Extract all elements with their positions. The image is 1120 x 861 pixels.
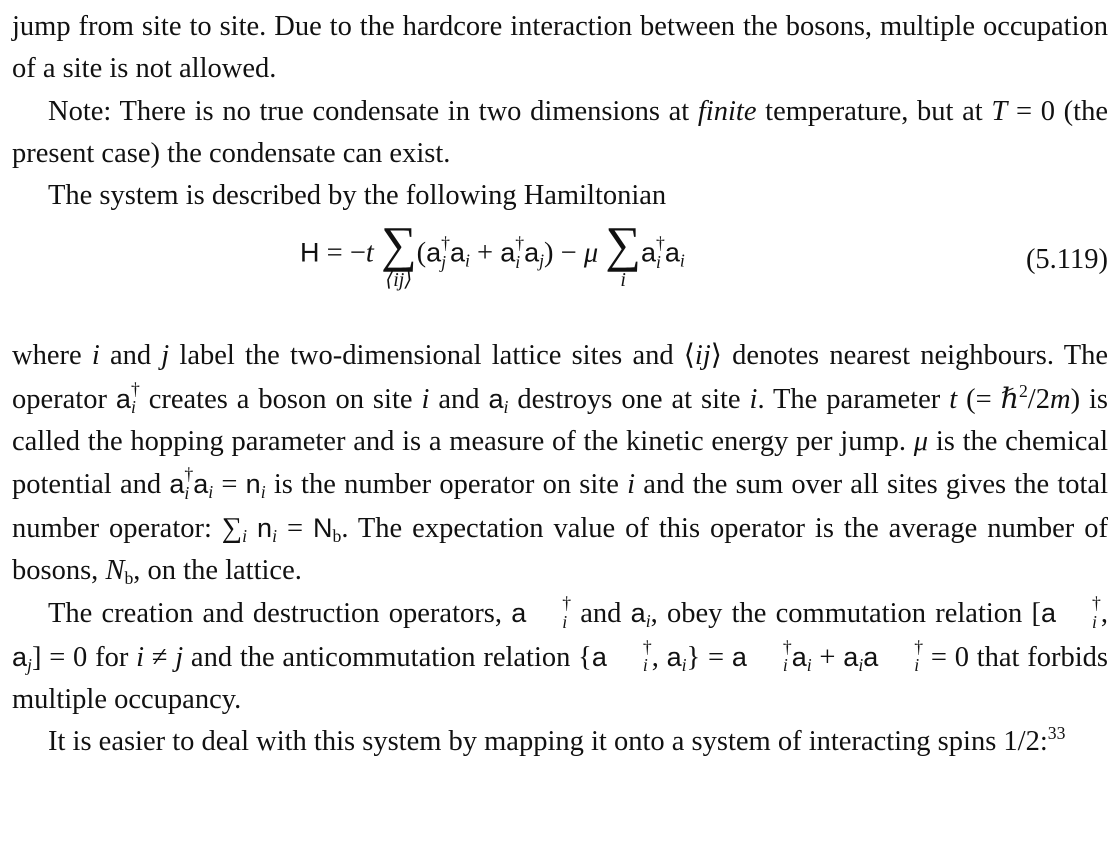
hamiltonian-formula: H = −t ∑ ⟨ij⟩ (a † j $a_i + a$ † i $a_j) - \mu$ ∑ i a † i $a_i$ [300,216,685,292]
equation-number: (5.119) [1025,244,1108,276]
paragraph-1: jump from site to site. Due to the hardcore interaction between the bosons, multiple occupation of a site is not allowed. [12,11,1108,85]
equation-5-119 [12,217,1108,335]
paragraph-note: Note: There is no true condensate in two dimensions at finite temperature, but at T = 0 (the present case) the condensate can exist. [12,95,1108,169]
paragraph-spin-mapping: It is easier to deal with this system by mapping it onto a system of interacting spins 1/2:$^{33}$ [48,723,1066,758]
paragraph-commutation: The creation and destruction operators, a † i and $a_i$, obey the commutation relation [a † i , $a_j] = 0$ for i ≠ j and the anticommutation relation {a † i , $a_i\} = a$ † i $a_i + a_ia$ † i = 0 that forbids multiple occupancy. [12,593,1108,715]
paragraph-operators: where i and j label the two-dimensional lattice sites and ⟨ij⟩ denotes nearest neighbours. The operator a † i creates a boson on site i and $a_i$ destroys one at site i. The parameter t (= ℏ$^2$/2m) is called the hopping parameter and is a measure of the kinetic energy per jump. μ is the chemical potential and a † i $a_i = n_i$ is the number operator on site i and the sum over all sites gives the total number operator: $\sum_i$ $n_i = N_b$. The expectation value of this operator is the average number of bosons, $N_b$, on the lattice. [12,340,1109,588]
paragraph-hamiltonian-intro: The system is described by the following Hamiltonian [48,180,667,212]
sum-all-sites: ∑ i [605,216,641,292]
footnote-ref[interactable]: 33 [1047,723,1066,744]
sum-nearest-neighbours: ∑ ⟨ij⟩ [380,216,417,292]
